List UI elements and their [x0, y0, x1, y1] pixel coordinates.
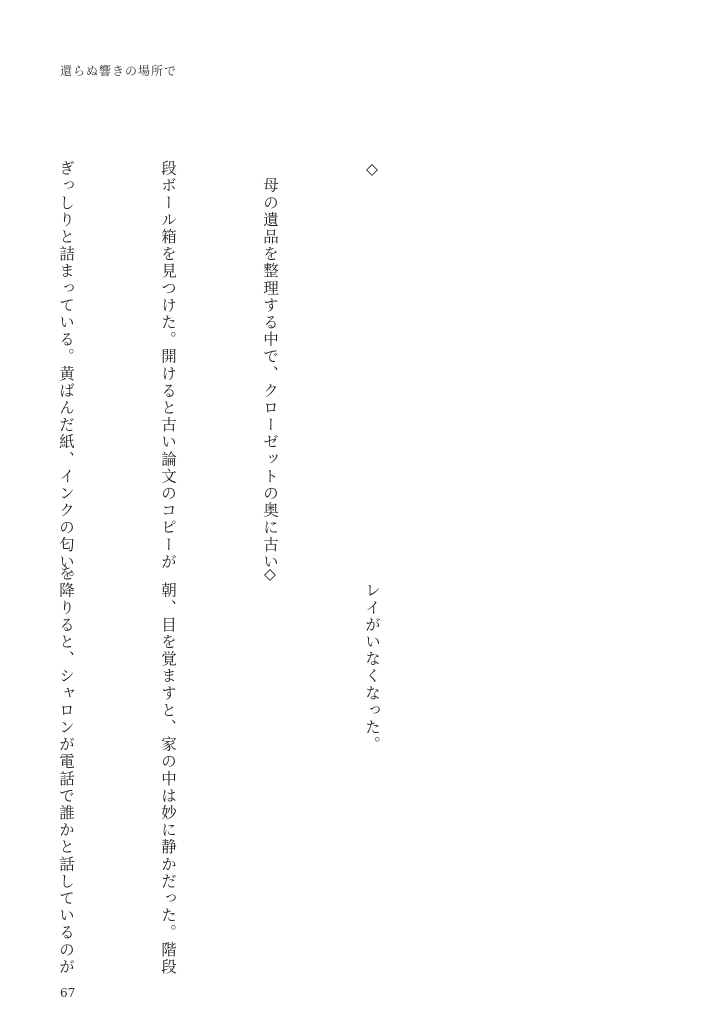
text-line: レイがいなくなった。 [363, 565, 381, 754]
page-number: 67 [60, 986, 76, 1000]
text-line: を降りると、シャロンが電話で誰かと話しているのが [57, 565, 75, 976]
text-line: ぎっしりと詰まっている。黄ばんだ紙、インクの匂い。 [57, 160, 75, 588]
text-section-top [0, 160, 457, 588]
section-divider-mark: ◇ [363, 160, 381, 180]
text-line: 母の遺品を整理する中で、クローゼットの奥に古い [261, 160, 279, 571]
text-line: 段ボール箱を見つけた。開けると古い論文のコピーが [159, 160, 177, 571]
text-section-bottom [0, 565, 457, 976]
text-line: 朝、目を覚ますと、家の中は妙に静かだった。階段 [159, 565, 177, 976]
running-header: 還らぬ響きの場所で [60, 64, 178, 78]
section-divider-mark: ◇ [261, 565, 279, 585]
